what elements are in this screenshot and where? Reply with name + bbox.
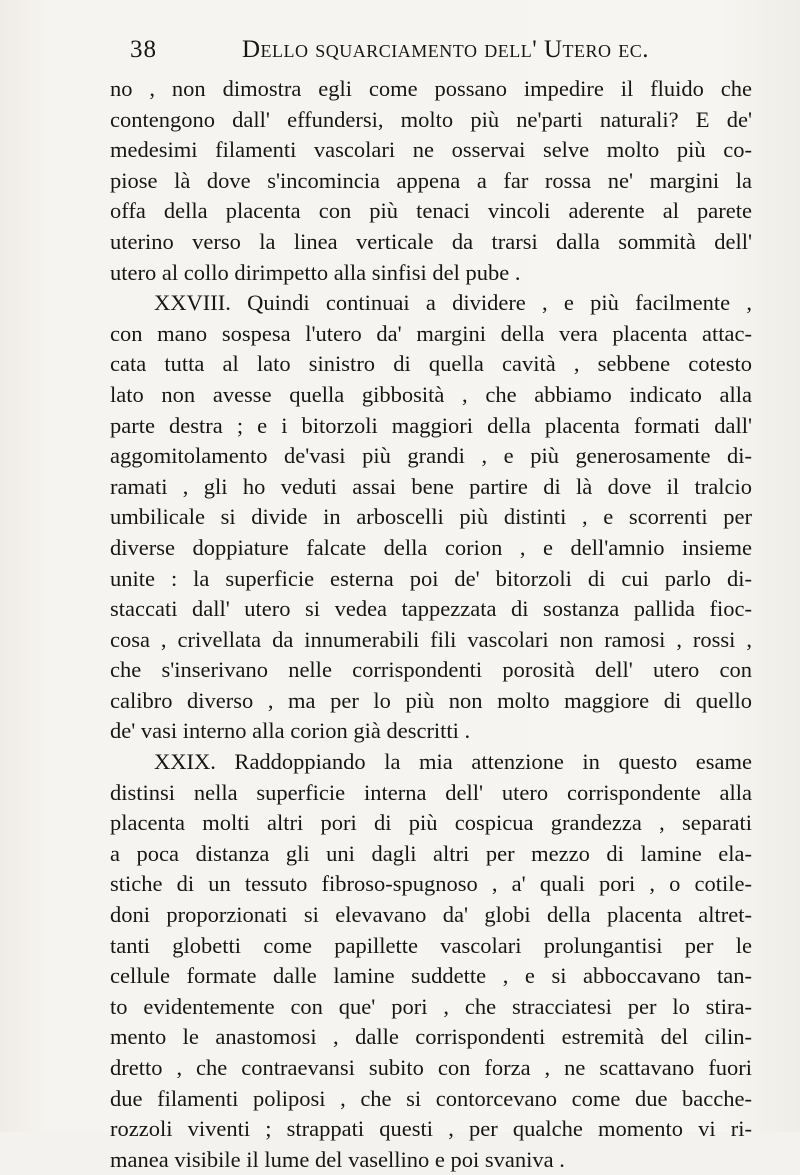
page-number: 38	[130, 36, 157, 63]
text-line: che s'inserivano nelle corrispondenti porosità dell' utero con	[110, 657, 752, 683]
text-line: no , non dimostra egli come possano impedire il fluido che	[110, 76, 752, 101]
text-line: piose là dove s'incomincia appena a far rossa ne' margini la	[110, 167, 752, 193]
text-line: umbilicale si divide in arboscelli più distinti , e scorrenti per	[110, 504, 752, 530]
text-line: to evidentemente con que' pori , che stracciatesi per lo stira-	[110, 993, 752, 1019]
text-line: XXVIII. Quindi continuai a dividere , e più facilmente ,	[154, 290, 752, 316]
text-line: stiche di un tessuto fibroso-spugnoso , a' quali pori , o cotile-	[110, 871, 752, 897]
text-line: aggomitolamento de'vasi più grandi , e più generosamente di-	[110, 443, 752, 469]
text-line: distinsi nella superficie interna dell' utero corrispondente alla	[110, 779, 752, 805]
text-line: lato non avesse quella gibbosità , che abbiamo indicato alla	[110, 381, 752, 407]
text-line: diverse doppiature falcate della corion , e dell'amnio insieme	[110, 534, 752, 560]
text-line: cata tutta al lato sinistro di quella cavità , sebbene cotesto	[110, 351, 752, 377]
text-line: staccati dall' utero si vedea tappezzata di sostanza pallida fioc-	[110, 596, 752, 622]
running-title: Dello squarciamento dell' Utero ec.	[242, 36, 650, 63]
text-line: dretto , che contraevansi subito con forza , ne scattavano fuori	[110, 1055, 752, 1080]
text-line: cosa , crivellata da innumerabili fili vascolari non ramosi , rossi ,	[110, 626, 752, 652]
text-line: XXIX. Raddoppiando la mia attenzione in questo esame	[154, 749, 752, 775]
page-header	[130, 36, 750, 72]
text-line: parte destra ; e i bitorzoli maggiori della placenta formati dall'	[110, 412, 752, 438]
text-line: cellule formate dalle lamine suddette , e si abboccavano tan-	[110, 963, 752, 989]
text-line: due filamenti poliposi , che si contorcevano come due bacche-	[110, 1085, 752, 1111]
text-line: a poca distanza gli uni dagli altri per mezzo di lamine ela-	[110, 840, 752, 866]
text-line: contengono dall' effundersi, molto più ne'parti naturali? E de'	[110, 106, 752, 132]
text-line: offa della placenta con più tenaci vincoli aderente al parete	[110, 198, 752, 224]
text-line: rozzoli viventi ; strappati questi , per qualche momento vi ri-	[110, 1116, 752, 1142]
text-line: medesimi filamenti vascolari ne osservai selve molto più co-	[110, 137, 752, 163]
text-line: ramati , gli ho veduti assai bene partire di là dove il tralcio	[110, 473, 752, 499]
text-line: con mano sospesa l'utero da' margini della vera placenta attac-	[110, 320, 752, 346]
text-line: doni proporzionati si elevavano da' globi della placenta altret-	[110, 902, 752, 928]
text-line: mento le anastomosi , dalle corrispondenti estremità del cilin-	[110, 1024, 752, 1050]
text-line: placenta molti altri pori di più cospicua grandezza , separati	[110, 810, 752, 836]
text-line: unite : la superficie esterna poi de' bitorzoli di cui parlo di-	[110, 565, 752, 591]
text-line: de' vasi interno alla corion già descritti .	[110, 718, 471, 744]
text-line: utero al collo dirimpetto alla sinfisi del pube .	[110, 259, 521, 285]
body-text	[110, 74, 752, 1175]
text-line: uterino verso la linea verticale da trarsi dalla sommità dell'	[110, 228, 752, 254]
text-line: calibro diverso , ma per lo più non molto maggiore di quello	[110, 687, 752, 713]
text-line: tanti globetti come papillette vascolari prolungantisi per le	[110, 932, 752, 958]
text-line: manea visibile il lume del vasellino e poi svaniva .	[110, 1146, 565, 1172]
